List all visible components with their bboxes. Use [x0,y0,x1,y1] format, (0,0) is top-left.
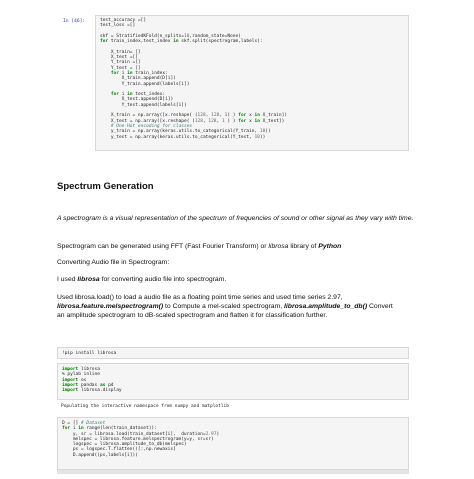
code-cell-imports[interactable] [57,363,409,400]
code-line: import librosa.display [62,388,122,394]
code-line: skf = StratifiedKFold(n_splits=10,random_state=None) [100,33,241,39]
code-line: y_train = np.array(keras.utils.to_categorical(Y_train, 10)) [100,129,271,135]
load-paragraph [57,293,419,320]
librosa-bold-text: librosa [77,276,100,283]
code-line: Y_test = [] [100,65,141,71]
code-line: X_train = np.array([x.reshape( (128, 128, 1) ) for x in X_train]) [100,113,288,119]
code-line: for i in test_index: [110,92,166,98]
melspectrogram-text: librosa.feature.melspectrogram() [57,303,164,310]
code-line: X_train= [] [100,49,141,55]
cell-prompt: In [46]: [63,19,86,24]
code-line: X_test =[] [100,55,138,61]
code-line: Y_test.append(labels[i]) [100,102,187,108]
intro-paragraph: A spectrogram is a visual representation of the spectrum of frequencies of sound or other signal as they vary with time. [57,215,414,222]
code-line: import librosa [62,367,100,372]
code-line: X_train.append(D[i]) [100,76,176,82]
code-line: test_loss =[] [100,23,136,29]
code-cell-dataset[interactable] [57,417,409,470]
code-kfold [100,18,287,140]
code-line: test_accuracy =[] [100,18,147,23]
horizontal-scrollbar[interactable] [57,470,409,474]
code-line: import os [62,377,87,383]
load-text-a: Used librosa.load() to load a audio file as a floating point time series and used time series 2.97, [57,294,343,301]
section-title: Spectrum Generation [57,181,154,192]
code-line: import pandas as pd [62,382,114,388]
code-imports [62,367,122,393]
load-text-c: to Compute a mel-scaled spectrogram, [163,303,285,310]
load-text-f: an amplitude spectrogram to dB-scaled spectrogram and flatten it for classification further. [57,312,328,319]
code-line: D = [] # Dataset [62,421,106,426]
cell-output: Populating the interactive namespace from numpy and matplotlib [61,404,229,409]
used-librosa-paragraph [57,275,419,284]
fft-text-c: library of [288,243,319,250]
code-line: for train_index,test_index in skf.split(spectrogram,labels): [100,39,263,45]
code-line: % pylab inline [62,372,100,378]
code-cell-kfold[interactable] [95,15,409,151]
code-line: logspec = librosa.amplitude_to_db(melspec) [62,442,187,448]
code-line: !pip install librosa [62,351,117,356]
fft-text-a: Spectrogram can be generated using FFT (Fast Fourier Transform) or [57,243,269,250]
code-line: D.append((ps,labels[i])) [62,452,138,458]
code-line: for i in train_index: [110,70,168,76]
load-text-e: Convert [367,303,393,310]
code-line: melspec = librosa.feature.melspectrogram(y=y, sr=sr) [62,436,214,442]
code-line: y_test = np.array(keras.utils.to_categorical(Y_test, 10)) [100,134,266,140]
code-line: y, sr = librosa.load(train_dataset[i], duration=2.97) [62,431,220,437]
librosa-text: librosa [268,243,289,250]
used-text-c: for converting audio file into spectrogram. [99,276,227,283]
code-line: X_test.append(D[i]) [100,97,174,103]
code-line: X_test = np.array([x.reshape( (128, 128, 1 ) ) for x in X_test]) [100,118,285,124]
code-line: Y_train.append(labels[i]) [100,81,190,87]
code-line: Y_train =[] [100,60,141,66]
code-dataset [62,421,219,458]
code-line: # One-Hot encoding for classes [110,123,193,129]
code-cell-pip[interactable] [57,347,409,359]
used-text-a: I used [57,276,78,283]
fft-paragraph [57,242,419,251]
code-line: for i in range(len(train_dataset)): [62,426,157,432]
code-line: ps = logspec.T.flatten()[:,np.newaxis] [62,447,176,453]
code-pip [62,351,116,356]
python-text: Python [318,243,342,250]
amplitude-to-db-text: librosa.amplitude_to_db() [284,303,368,310]
converting-heading: Converting Audio file in Spectrogram: [57,259,170,266]
